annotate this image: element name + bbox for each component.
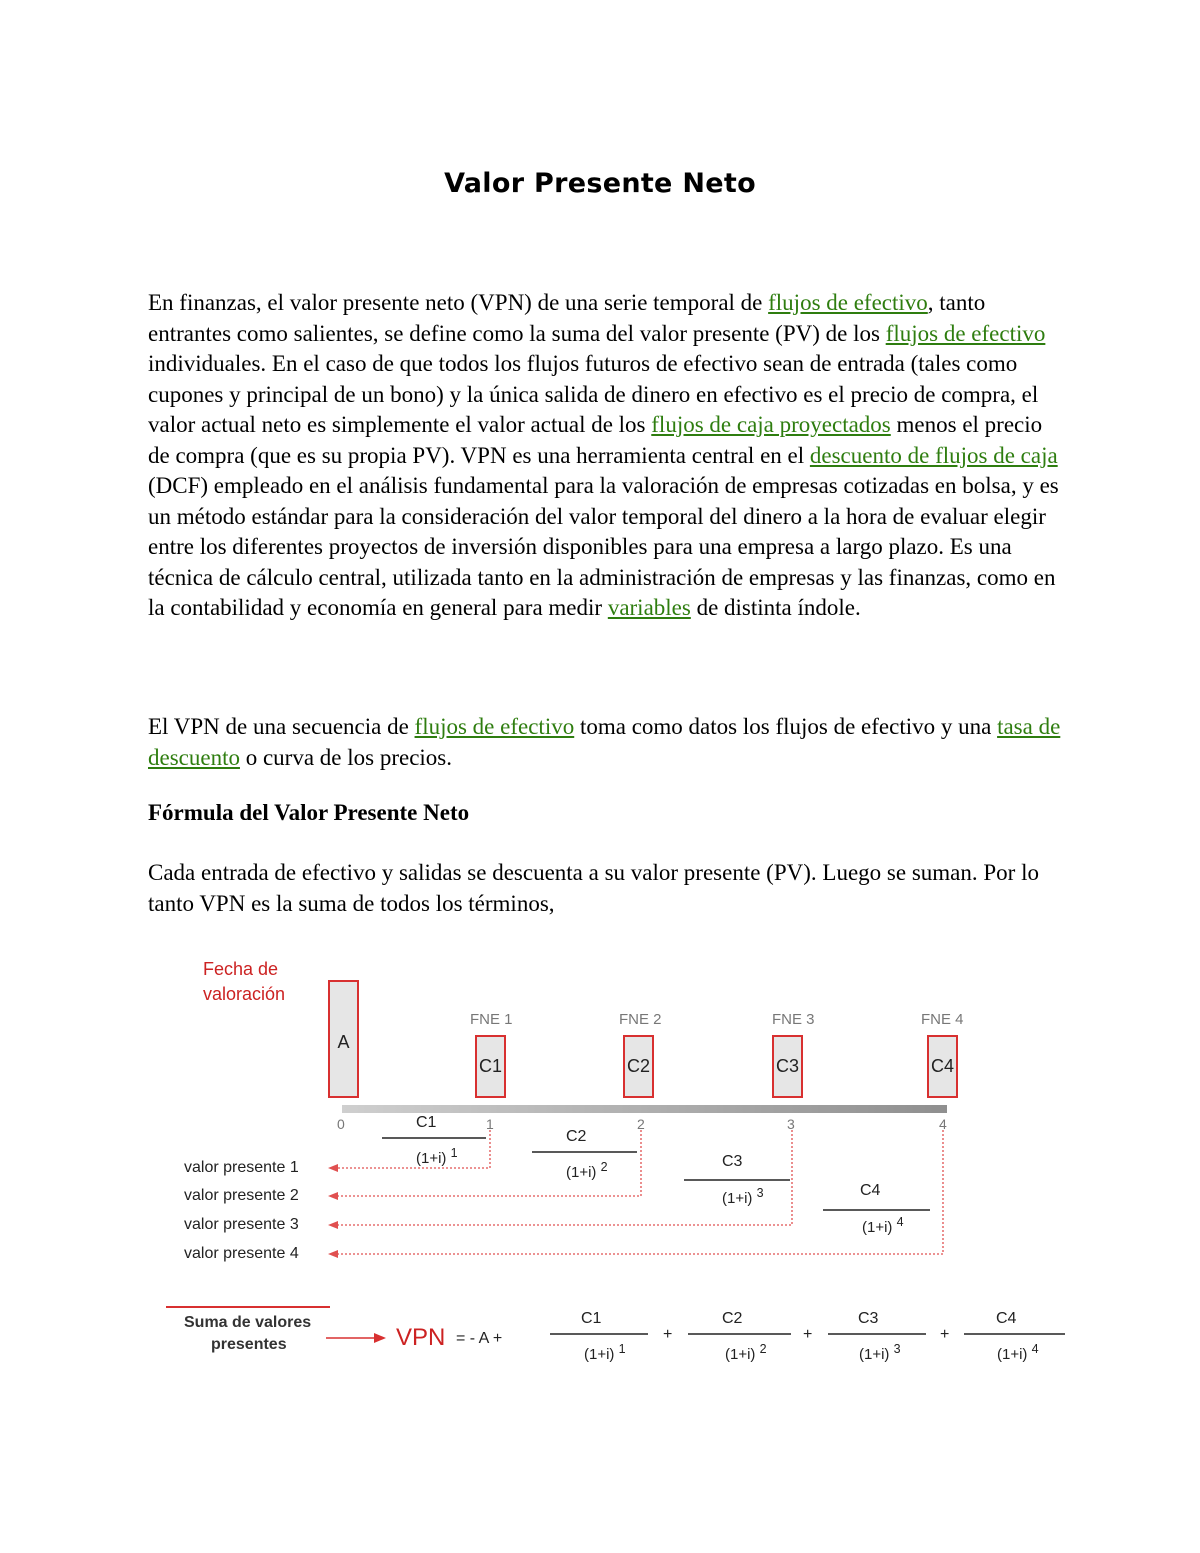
link-flujos-de-efectivo-3[interactable]: flujos de efectivo: [414, 714, 575, 739]
pv-arrow-3: [328, 1221, 338, 1229]
text: El VPN de una secuencia de: [148, 714, 415, 739]
box-c2: C2: [623, 1035, 654, 1098]
tick-0: 0: [337, 1116, 345, 1132]
den: (1+i): [862, 1219, 893, 1236]
third-paragraph: Cada entrada de efectivo y salidas se descuenta a su valor presente (PV). Luego se suman. Por lo tanto VPN es la suma de todos los términos,: [148, 860, 1039, 916]
pv-label-3: valor presente 3: [184, 1216, 299, 1233]
exp: 3: [893, 1342, 901, 1356]
formula-plus-1: +: [663, 1326, 673, 1343]
formula-heading: Fórmula del Valor Presente Neto: [148, 800, 470, 825]
link-variables[interactable]: variables: [607, 595, 691, 620]
box-c3: C3: [772, 1035, 803, 1098]
text: En finanzas, el valor presente neto (VPN) de una serie temporal de: [148, 290, 769, 315]
text: menos el precio de compra (que es su propia PV). VPN es una herramienta central en el: [148, 412, 1043, 468]
formula-1-den: [584, 1343, 626, 1362]
fraction-2-num: C2: [566, 1128, 587, 1145]
timeline-bar: [342, 1105, 947, 1113]
fecha-label-2: valoración: [203, 984, 286, 1004]
formula-plus-3: +: [940, 1326, 950, 1343]
arrow-to-vpn-head: [374, 1333, 386, 1343]
link-flujos-de-efectivo-2[interactable]: flujos de efectivo: [885, 320, 1046, 346]
fne-label-2: FNE 2: [619, 1011, 662, 1028]
fraction-1-num: C1: [416, 1114, 437, 1131]
pv-arrow-4: [328, 1250, 338, 1258]
text: (DCF) empleado en el análisis fundamental para la valoración de empresas cotizadas en bolsa, y es un método estándar para la consideración del valor temporal del dinero a la hora de evaluar elegir entre los diferentes proyectos de inversión disponibles para una empresa a largo plazo. Es una técnica de cálculo central, utilizada tanto en la administración de empresas y las finanzas, como en la contabilidad y economía en general para medir: [148, 473, 1059, 620]
den: (1+i): [416, 1150, 447, 1167]
den: (1+i): [725, 1346, 756, 1363]
text: , tanto entrantes como salientes, se define como la suma del valor presente (PV) de los: [148, 290, 986, 346]
fne-label-1: FNE 1: [470, 1011, 513, 1028]
formula-3-den: [859, 1343, 901, 1362]
box-c1: C1: [475, 1035, 506, 1098]
text: o curva de los precios.: [239, 744, 453, 770]
link-flujos-de-efectivo[interactable]: flujos de efectivo: [768, 290, 928, 315]
link-descuento-de-flujos-de-caja[interactable]: descuento de flujos de caja: [809, 442, 1058, 468]
fraction-2-den: [566, 1161, 608, 1180]
box-c4: C4: [927, 1035, 958, 1098]
text: de distinta índole.: [690, 595, 861, 620]
fraction-4-den: [862, 1216, 904, 1235]
vpn-diagram: [160, 940, 1085, 1380]
fraction-4-num: C4: [860, 1182, 881, 1199]
exp: 2: [600, 1160, 608, 1174]
formula-1-num: C1: [581, 1310, 602, 1327]
link-tasa-de-descuento[interactable]: tasa de descuento: [148, 714, 1061, 770]
den: (1+i): [566, 1164, 597, 1181]
fne-label-3: FNE 3: [772, 1011, 815, 1028]
link-flujos-de-caja-proyectados[interactable]: flujos de caja proyectados: [651, 412, 891, 437]
pv-arrow-1: [328, 1164, 338, 1172]
exp: 1: [618, 1342, 626, 1356]
suma-label-1: Suma de valores: [184, 1314, 312, 1331]
tick-4: 4: [939, 1116, 947, 1132]
text: toma como datos los flujos de efectivo y una: [574, 714, 998, 739]
intro-paragraph: [148, 288, 1068, 624]
exp: 2: [759, 1342, 767, 1356]
fne-label-4: FNE 4: [921, 1011, 964, 1028]
fecha-label-1: Fecha de: [203, 959, 279, 979]
exp: 3: [756, 1186, 764, 1200]
second-paragraph: [148, 712, 1068, 773]
den: (1+i): [859, 1346, 890, 1363]
page-title: Valor Presente Neto: [444, 168, 756, 199]
formula-2-num: C2: [722, 1310, 743, 1327]
formula-2-den: [725, 1343, 767, 1362]
den: (1+i): [997, 1346, 1028, 1363]
suma-label-2: presentes: [211, 1336, 287, 1353]
pv-connector-3: [336, 1130, 792, 1225]
text: individuales. En el caso de que todos los flujos futuros de efectivo sean de entrada (tales como cupones y principal de un bono) y la única salida de dinero en efectivo es el precio de compra, el valor actual neto es simplemente el valor actual de los: [148, 351, 1039, 437]
fraction-3-den: [722, 1187, 764, 1206]
formula-4-num: C4: [996, 1310, 1017, 1327]
exp: 1: [450, 1146, 458, 1160]
tick-3: 3: [787, 1116, 795, 1132]
den: (1+i): [584, 1346, 615, 1363]
box-a: A: [328, 980, 359, 1098]
exp: 4: [896, 1215, 904, 1229]
den: (1+i): [722, 1190, 753, 1207]
formula-3-num: C3: [858, 1310, 879, 1327]
pv-label-4: valor presente 4: [184, 1245, 299, 1262]
formula-4-den: [997, 1343, 1039, 1362]
pv-label-2: valor presente 2: [184, 1187, 299, 1204]
exp: 4: [1031, 1342, 1039, 1356]
pv-connector-1: [336, 1130, 490, 1168]
pv-label-1: valor presente 1: [184, 1159, 299, 1176]
fraction-1-den: [416, 1147, 458, 1166]
formula-plus-2: +: [803, 1326, 813, 1343]
formula-eq: = - A +: [456, 1330, 503, 1347]
tick-2: 2: [637, 1116, 645, 1132]
vpn-label: VPN: [396, 1324, 446, 1351]
tick-1: 1: [486, 1116, 494, 1132]
pv-arrow-2: [328, 1192, 338, 1200]
fraction-3-num: C3: [722, 1153, 743, 1170]
